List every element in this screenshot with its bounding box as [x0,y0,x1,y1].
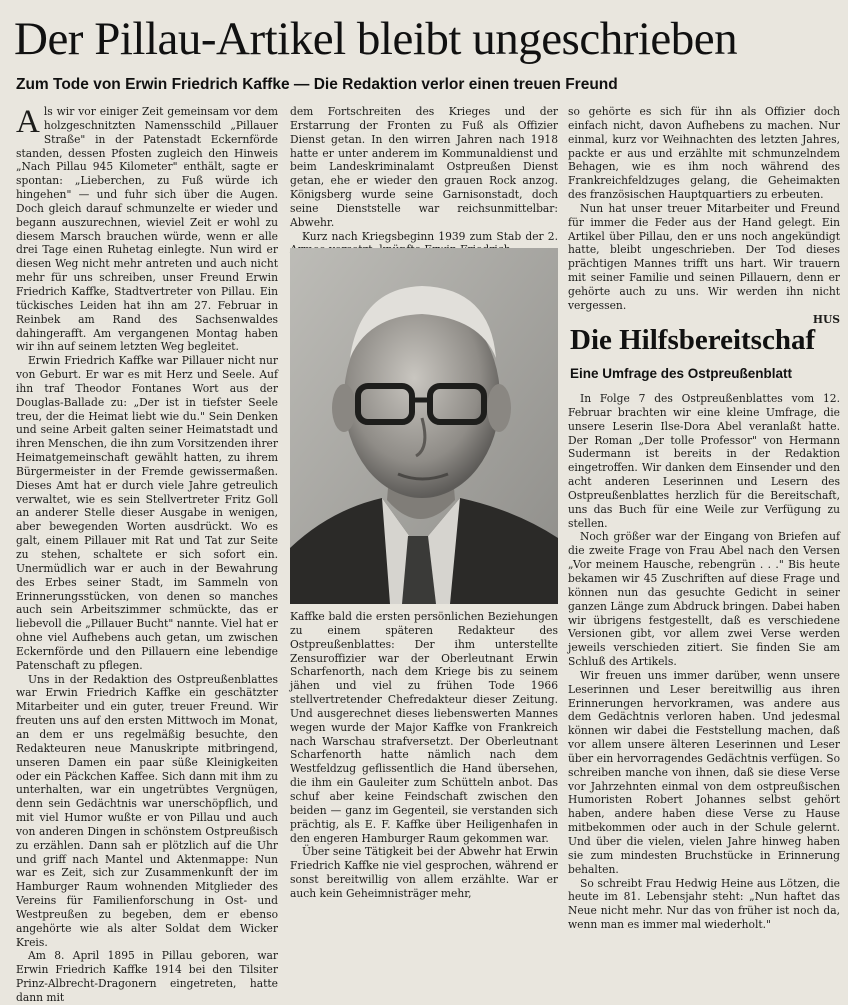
article-subheadline: Zum Tode von Erwin Friedrich Kaffke — Die Redaktion verlor einen treuen Freund [16,76,618,93]
article-paragraph: So schreibt Frau Hedwig Heine aus Lötzen, die heute im 81. Lebensjahr steht: „Nun haftet das Neue nicht mehr. Nur das von früher ist noch da, wenn man es immer mal wiederholt." [568,876,840,932]
article-paragraph: so gehörte es sich für ihn als Offizier doch einfach nicht, davon Aufhebens zu machen. Nur einmal, kurz vor Weihnachten des letzten Jahres, packte er aus und erzählte mit schmunzelndem Behagen, wie es ihm noch während des Frankreichfeldzuges gelang, die Geheimakten des französischen Hauptquartiers zu erbeuten. [568,105,840,202]
author-signature: HUS [812,312,840,326]
article-column-3-top [568,105,840,327]
article-paragraph: Uns in der Redaktion des Ostpreußenblattes war Erwin Friedrich Kaffke ein geschätzter Mitarbeiter und ein guter, treuer Freund. Wir freuten uns auf den ersten Mittwoch im Monat, an dem er uns regelmäßig besuchte, den Redakteuren neue Manuskripte mitbringend, unseren Damen ein paar süße Kleinigkeiten oder ein Päckchen Kaffee. Sich dann mit ihm zu unterhalten, war ein ungetrübtes Vergnügen, denn sein Gedächtnis war unerschöpflich, und mit viel Humor wußte er von Pillau und auch von anderen Dingen in schönstem Ostpreußisch zu erzählen. Dann sah er plötzlich auf die Uhr und griff nach Mantel und Aktenmappe: Nun war es Zeit, sich zur Zusammenkunft der im Hamburger Raum wohnenden Mitglieder des Vereins für Familienforschung in Ost- und Westpreußen zu begeben, dem er ebenso angehörte wie als alter Soldat dem Wicker Kreis. [16,672,278,949]
second-article-body [568,392,840,932]
article-column-1 [16,104,278,1004]
article-paragraph: Nun hat unser treuer Mitarbeiter und Freund für immer die Feder aus der Hand gelegt. Ein Artikel über Pillau, den er uns noch angekündigt hatte, bleibt ungeschrieben. Der Tod dieses prächtigen Mannes trifft uns hart. Wir trauern mit seiner Familie und seinen Pillauern, denn er gehörte auch zu uns. Wir werden ihn nicht vergessen. [568,201,840,312]
article-column-2-top [290,105,558,243]
article-paragraph: dem Fortschreiten des Krieges und der Erstarrung der Fronten zu Fuß als Offizier Dienst getan. In den wirren Jahren nach 1918 hatte er unter anderem im Kommunaldienst und beim Landeskriminalamt Ostpreußen Dienst getan, ehe er wieder den grauen Rock anzog. Königsberg wurde seine Garnisonstadt, doch seine Dienststelle war reichsunmittelbar: Abwehr. [290,105,558,229]
second-article-headline: Die Hilfsbereitschaf [570,324,816,356]
portrait-illustration [290,248,558,604]
article-paragraph: Am 8. April 1895 in Pillau geboren, war Erwin Friedrich Kaffke 1914 bei den Tilsiter Prinz-Albrecht-Dragonern eingetreten, hatte dann mit [16,949,278,1004]
article-paragraph: Kaffke bald die ersten persönlichen Beziehungen zu einem späteren Redakteur des Ostpreußenblattes: Der ihm unterstellte Zensuroffizier war der Oberleutnant Erwin Scharfenorth, nach dem Kriege bis zu seinem jähen und viel zu frühen Tode 1966 stellvertretender Chefredakteur dieser Zeitung. Und ausgerechnet dieses liebenswerten Mannes wegen wurde der Major Kaffke von Frankreich nach Warschau strafversetzt. Der Oberleutnant Scharfenorth hatte nämlich nach dem Westfeldzug geflissentlich die Hand übersehen, die ihm ein Gauleiter zum Schütteln anbot. Das schuf aber keine Feindschaft zwischen den beiden — ganz im Gegenteil, sie verstanden sich prächtig, als E. F. Kaffke über Heiligenhafen in den engeren Hamburger Raum gekommen war. [290,610,558,845]
article-paragraph: Als wir vor einiger Zeit gemeinsam vor dem holzgeschnitzten Namensschild „Pillauer Straße" in der Patenstadt Eckernförde standen, dessen Pfosten zugleich den Hinweis „Nach Pillau 945 Kilometer" enthält, sagte er spontan: „Lieberchen, zu Fuß würde ich hingehen" — und fuhr sich über die Augen. Doch gleich darauf schmunzelte er wieder und begann auszurechnen, wieviel Zeit er wohl zu diesem Marsch brauchen würde, wenn er alle drei Tage einen Ruhetag einlegte. Nun wird er diesen Weg nicht mehr antreten und auch nicht mehr für uns schreiben, unser Freund Erwin Friedrich Kaffke, Stadtvertreter von Pillau. Ein tückisches Leiden hat ihn am 27. Februar in Reinbek am Rand des Sachsenwaldes dahingerafft. Am vergangenen Montag haben wir ihn auf seinem letzten Weg begleitet. [16,104,278,354]
page-headline: Der Pillau-Artikel bleibt ungeschrieben [14,13,738,65]
article-column-2-bottom [290,610,558,900]
article-paragraph: Erwin Friedrich Kaffke war Pillauer nicht nur von Geburt. Er war es mit Herz und Seele. Auf ihn traf Theodor Fontanes Wort aus der Douglas-Ballade zu: „Der ist in tiefster Seele treu, der die Heimat liebt wie du." Sein Denken und seine Arbeit galten seiner Heimatstadt und ihren Menschen, die ihn zum Vorsitzenden ihrer Heimatgemeinschaft gewählt hatten, zu ihrem Bürgermeister in der Fremde gewissermaßen. Dieses Amt hat er durch viele Jahre getreulich verwaltet, wie es sein Stellvertreter Fritz Goll an anderer Stelle dieser Ausgabe in wenigen, aber bewegenden Worten ausdrückt. Wo es galt, einem Pillauer mit Rat und Tat zur Seite zu stehen, schaltete er sich sofort ein. Unermüdlich war er auch in der Bewahrung des Erbes seiner Stadt, im Sammeln von Erinnerungsstücken, von denen so manches auch sein Arbeitszimmer schmückte, das er liebevoll die „Pillauer Bucht" nannte. Viel hat er ohne viel Aufhebens auch getan, um zwischen Eckernförde und den Pillauern eine lebendige Patenschaft zu pflegen. [16,354,278,672]
portrait-photo [290,248,558,604]
article-paragraph: Über seine Tätigkeit bei der Abwehr hat Erwin Friedrich Kaffke nie viel gesprochen, während er sonst bereitwillig von allem erzählte. War er auch kein Geheimnisträger mehr, [290,845,558,900]
second-article-subheadline: Eine Umfrage des Ostpreußenblatt [570,366,793,381]
drop-cap: A [16,104,40,140]
article-paragraph: Noch größer war der Eingang von Briefen auf die zweite Frage von Frau Abel nach den Versen „Vor meinem Hausche, rebengrün . . ." Bis heute bekamen wir 45 Zuschriften auf diese Frage und können nun das gesuchte Gedicht in seiner ganzen Länge zum Abdruck bringen. Dabei haben wir übrigens festgestellt, daß es verschiedene Versionen gibt, vor allem zwei Verse werden jeweils verschieden zitiert. Sie finden Sie am Schluß des Artikels. [568,530,840,669]
article-paragraph: Wir freuen uns immer darüber, wenn unsere Leserinnen und Leser bereitwillig aus ihren Erinnerungen hervorkramen, was andere aus dem Gedächtnis verloren haben. Und jedesmal können wir dabei die Feststellung machen, daß vor allem unsere älteren Leserinnen und Leser über ein hervorragendes Gedächtnis verfügen. So schreiben manche von ihnen, daß sie diese Verse vor Jahrzehnten einmal von dem ostpreußischen Humoristen Robert Johannes selbst gehört haben, andere haben diese Verse zu Hause mitbekommen oder auch in der Schule gelernt. Und über die vielen, vielen Jahre hinweg haben sie zum mindesten Bruchstücke in Erinnerung behalten. [568,668,840,876]
article-paragraph: Kurz nach Kriegsbeginn 1939 zum Stab der 2. [302,229,558,243]
article-paragraph: In Folge 7 des Ostpreußenblattes vom 12. Februar brachten wir eine kleine Umfrage, die unsere Leserin Ilse-Dora Abel veranlaßt hatte. Der Roman „Der tolle Professor" von Hermann Sudermann ist bereits in der Redaktion eingetroffen. Wir danken dem Einsender und den acht anderen Leserinnen und Lesern des Ostpreußenblattes herzlich für die Bereitschaft, uns das Buch für eine Weile zur Verfügung zu stellen. [568,392,840,530]
